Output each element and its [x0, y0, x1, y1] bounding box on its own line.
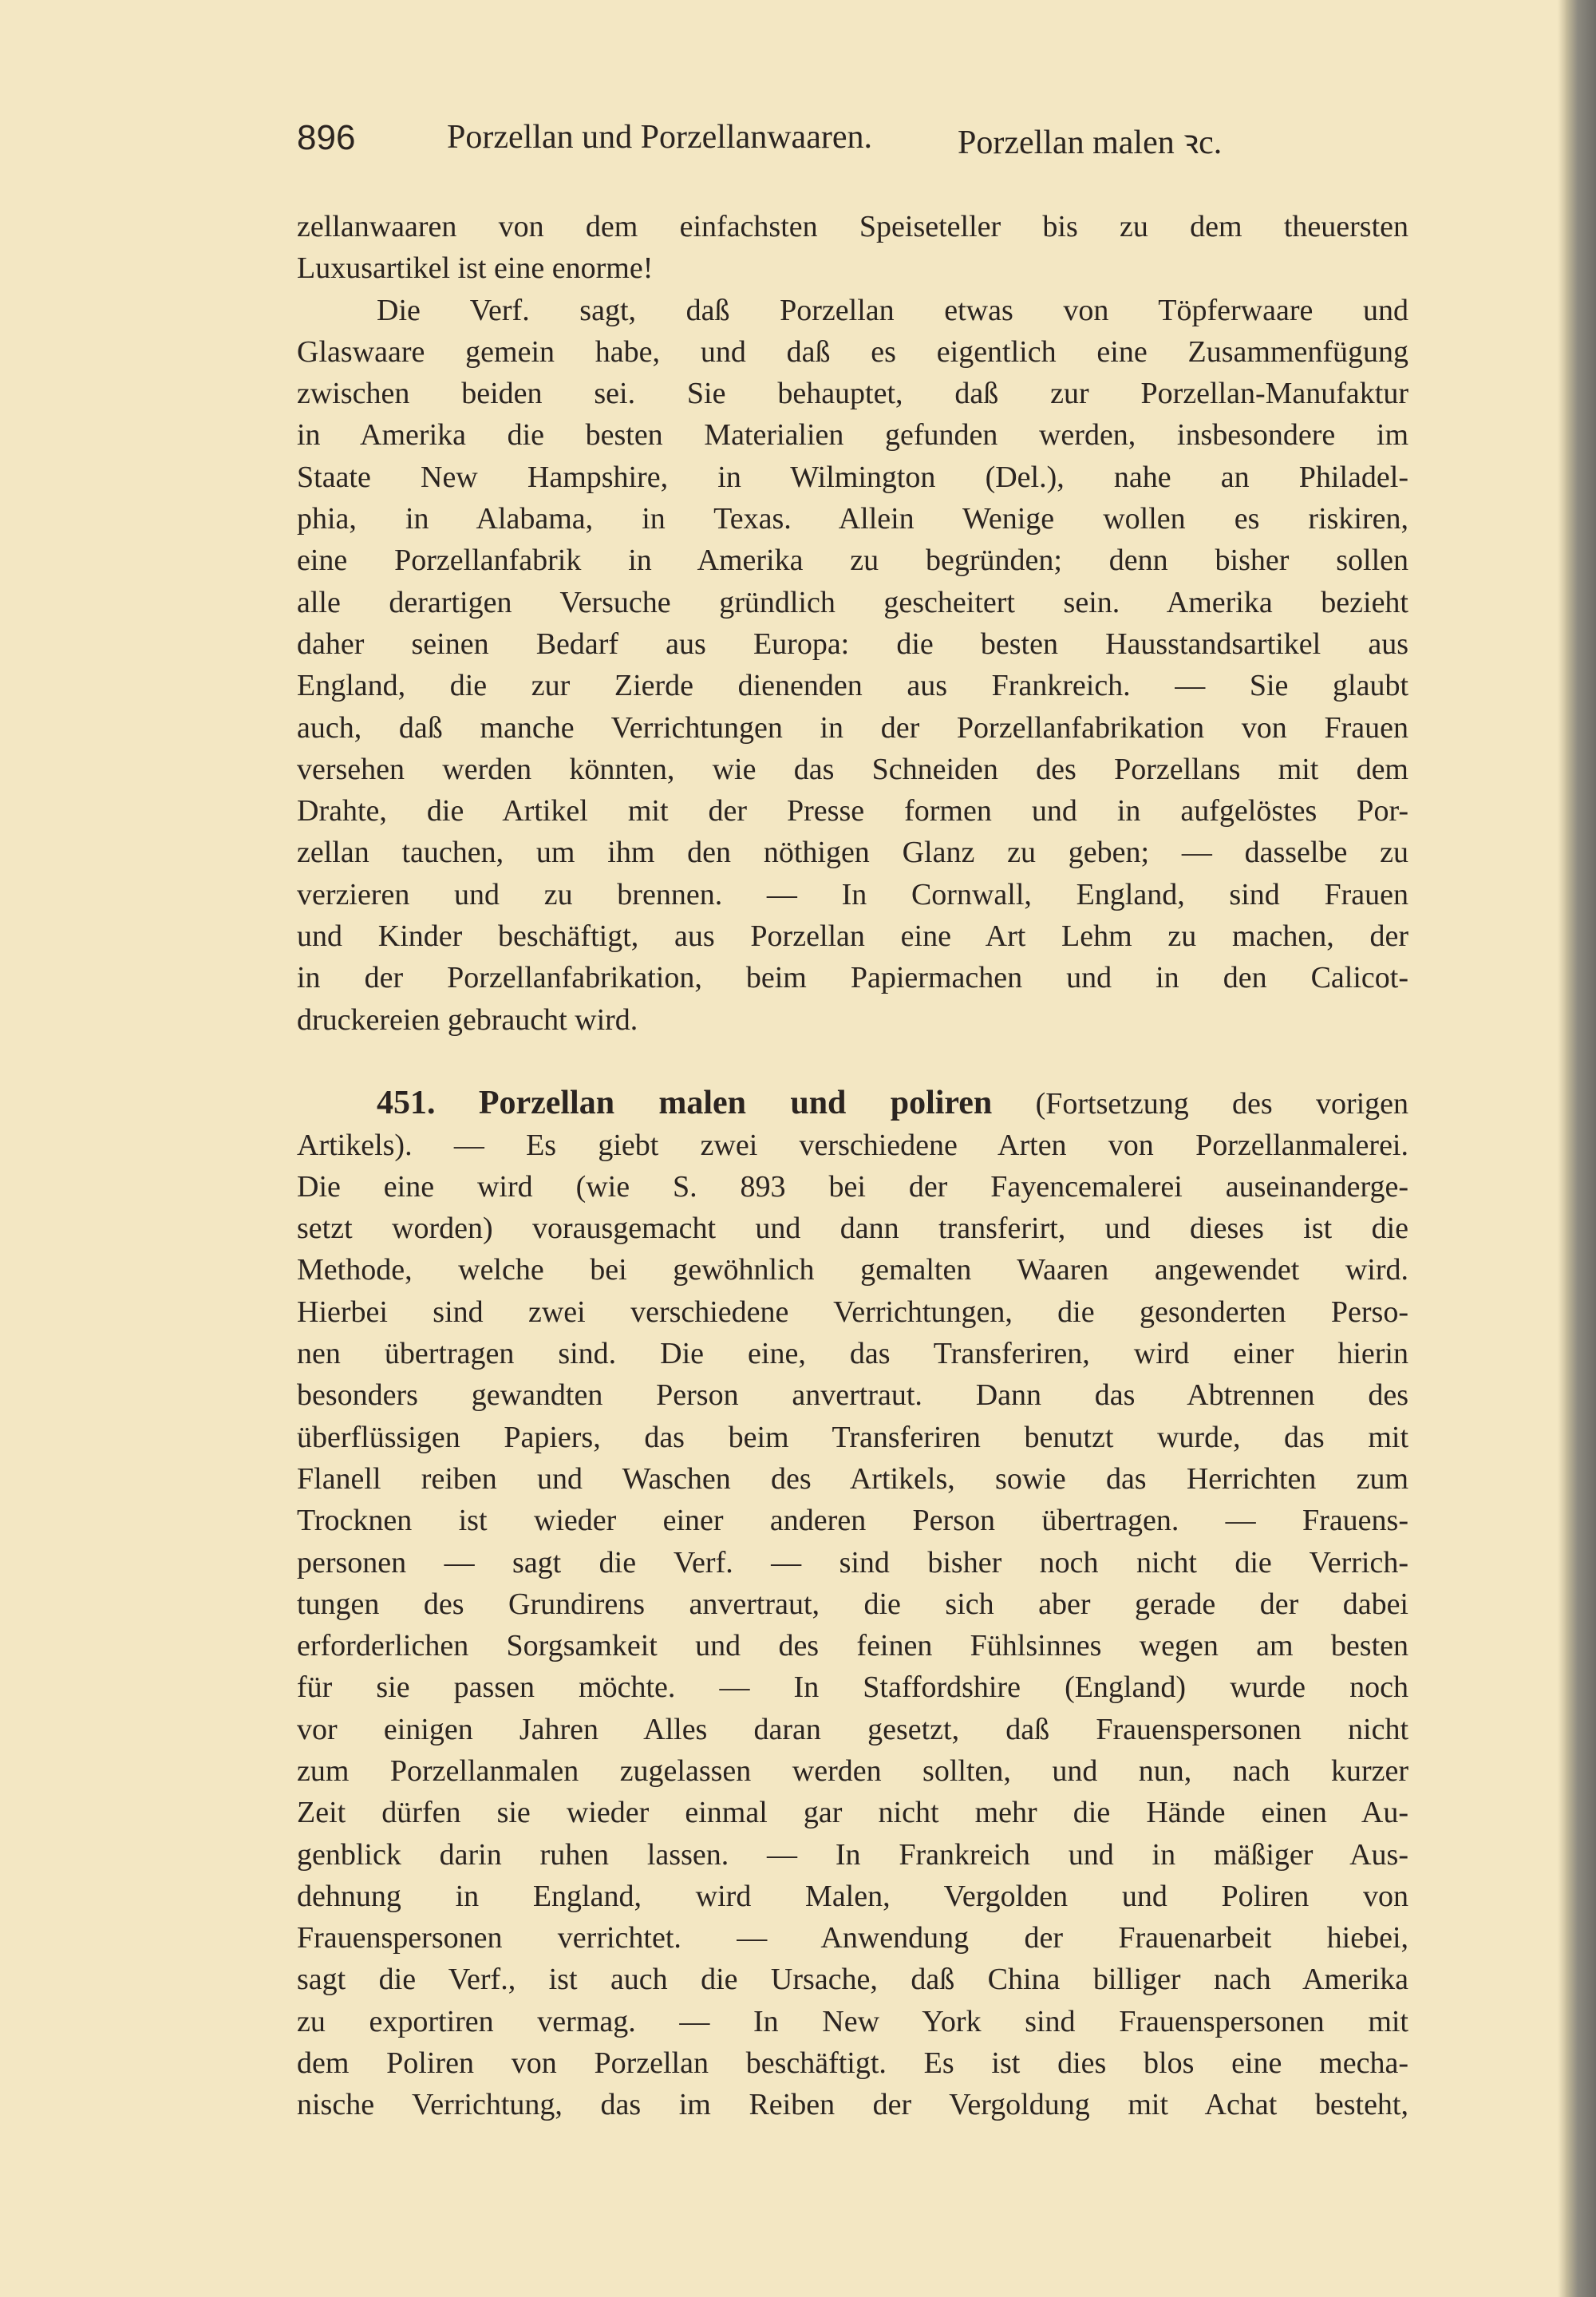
- section-spacer: [297, 1041, 1408, 1082]
- text-line: Luxusartikel ist eine enorme!: [297, 251, 654, 286]
- text-line: in Amerika die besten Materialien gefunden werden, insbesondere im: [297, 418, 1408, 453]
- text-line: Drahte, die Artikel mit der Presse formen und in aufgelöstes Por-: [297, 794, 1408, 828]
- section-title: Porzellan malen und poliren: [478, 1085, 993, 1122]
- text-line: Flanell reiben und Waschen des Artikels, sowie das Herrichten zum: [297, 1461, 1408, 1496]
- section-heading-line: [297, 1082, 1408, 1124]
- text-line: dehnung in England, wird Malen, Vergolden und Poliren von: [297, 1879, 1408, 1913]
- body-text: [297, 206, 1408, 2126]
- text-line: zum Porzellanmalen zugelassen werden sollten, und nun, nach kurzer: [297, 1753, 1408, 1788]
- text-line: Glaswaare gemein habe, und daß es eigentlich eine Zusammenfügung: [297, 334, 1408, 369]
- text-line: Die Verf. sagt, daß Porzellan etwas von Töpferwaare und: [377, 293, 1408, 327]
- text-line: Frauenspersonen verrichtet. — Anwendung der Frauenarbeit hiebei,: [297, 1921, 1408, 1955]
- page-number: 896: [297, 118, 356, 157]
- text-line: Hierbei sind zwei verschiedene Verrichtungen, die gesonderten Perso-: [297, 1295, 1408, 1329]
- text-line: überflüssigen Papiers, das beim Transferiren benutzt wurde, das mit: [297, 1420, 1408, 1454]
- text-line: Zeit dürfen sie wieder einmal gar nicht mehr die Hände einen Au-: [297, 1796, 1408, 1830]
- running-header: [297, 118, 1408, 163]
- text-line: nen übertragen sind. Die eine, das Transferiren, wird einer hierin: [297, 1337, 1408, 1371]
- text-line: tungen des Grundirens anvertraut, die sich aber gerade der dabei: [297, 1587, 1408, 1621]
- text-line: vor einigen Jahren Alles daran gesetzt, daß Frauenspersonen nicht: [297, 1712, 1408, 1746]
- text-line: für sie passen möchte. — In Staffordshire (England) wurde noch: [297, 1670, 1408, 1705]
- text-line: Staate New Hampshire, in Wilmington (Del.), nahe an Philadel-: [297, 460, 1408, 494]
- section-running-title: Porzellan malen ꝛc.: [958, 125, 1223, 161]
- section-title-rest: (Fortsetzung des vorigen: [1035, 1087, 1409, 1121]
- text-line: versehen werden könnten, wie das Schneiden des Porzellans mit dem: [297, 752, 1408, 786]
- section-number: 451.: [377, 1085, 436, 1122]
- text-line: dem Poliren von Porzellan beschäftigt. Es ist dies blos eine mecha-: [297, 2046, 1408, 2081]
- running-title: Porzellan und Porzellanwaaren.: [447, 119, 872, 156]
- text-line: Methode, welche bei gewöhnlich gemalten Waaren angewendet wird.: [297, 1253, 1408, 1287]
- text-line: personen — sagt die Verf. — sind bisher noch nicht die Verrich-: [297, 1545, 1408, 1579]
- book-binding-edge: [1566, 0, 1596, 2297]
- page-gutter-shadow: [1558, 0, 1566, 2297]
- text-line: auch, daß manche Verrichtungen in der Porzellanfabrikation von Frauen: [297, 710, 1408, 745]
- text-line: erforderlichen Sorgsamkeit und des feinen Fühlsinnes wegen am besten: [297, 1629, 1408, 1663]
- text-line: zellan tauchen, um ihm den nöthigen Glanz zu geben; — dasselbe zu: [297, 836, 1408, 870]
- text-line: England, die zur Zierde dienenden aus Frankreich. — Sie glaubt: [297, 669, 1408, 703]
- text-line: besonders gewandten Person anvertraut. Dann das Abtrennen des: [297, 1378, 1408, 1413]
- text-line: alle derartigen Versuche gründlich gescheitert sein. Amerika bezieht: [297, 585, 1408, 619]
- text-line: druckereien gebraucht wird.: [297, 1002, 638, 1037]
- text-line: genblick darin ruhen lassen. — In Frankreich und in mäßiger Aus-: [297, 1837, 1408, 1872]
- text-line: und Kinder beschäftigt, aus Porzellan eine Art Lehm zu machen, der: [297, 919, 1408, 954]
- paragraph: [297, 206, 1408, 290]
- paragraph: [297, 290, 1408, 1041]
- text-line: daher seinen Bedarf aus Europa: die besten Hausstandsartikel aus: [297, 627, 1408, 661]
- text-line: nische Verrichtung, das im Reiben der Vergoldung mit Achat besteht,: [297, 2088, 1408, 2122]
- text-line: Trocknen ist wieder einer anderen Person übertragen. — Frauens-: [297, 1504, 1408, 1538]
- text-line: eine Porzellanfabrik in Amerika zu begründen; denn bisher sollen: [297, 544, 1408, 578]
- text-line: in der Porzellanfabrikation, beim Papiermachen und in den Calicot-: [297, 961, 1408, 995]
- text-line: Die eine wird (wie S. 893 bei der Fayencemalerei auseinanderge-: [297, 1169, 1408, 1204]
- text-line: zellanwaaren von dem einfachsten Speiseteller bis zu dem theuersten: [297, 210, 1408, 243]
- text-line: sagt die Verf., ist auch die Ursache, daß China billiger nach Amerika: [297, 1963, 1408, 1997]
- section-451: [297, 1082, 1408, 2125]
- text-line: zu exportiren vermag. — In New York sind Frauenspersonen mit: [297, 2004, 1408, 2038]
- text-line: setzt worden) vorausgemacht und dann transferirt, und dieses ist die: [297, 1212, 1408, 1246]
- text-line: verzieren und zu brennen. — In Cornwall, England, sind Frauen: [297, 877, 1408, 911]
- text-line: Artikels). — Es giebt zwei verschiedene Arten von Porzellanmalerei.: [297, 1128, 1408, 1162]
- text-line: phia, in Alabama, in Texas. Allein Wenige wollen es riskiren,: [297, 502, 1408, 536]
- text-line: zwischen beiden sei. Sie behauptet, daß zur Porzellan-Manufaktur: [297, 377, 1408, 411]
